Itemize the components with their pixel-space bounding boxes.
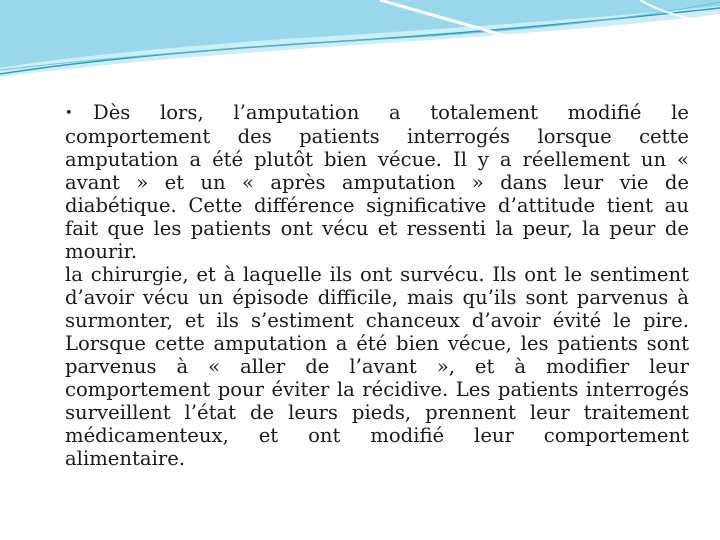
paragraph-2: la chirurgie, et à laquelle ils ont survécu. Ils ont le sentiment d’avoir vécu un épisode difficile, mais qu’ils sont parvenus à surmonter, et ils s’estiment chanceux d’avoir évité le pire. Lorsque cette amputation a été bien vécue, les patients sont parvenus à « aller de l’avant », et à modifier leur comportement pour éviter la récidive. Les patients interrogés surveillent l’état de leurs pieds, prennent leur traitement médicamenteux, et ont modifié leur comportement alimentaire. <box>65 263 689 470</box>
paragraph-1 <box>65 101 689 263</box>
body-text <box>65 101 689 470</box>
header-wave-decoration <box>0 0 720 90</box>
paragraph-1-text: Dès lors, l’amputation a totalement modifié le comportement des patients interrogés lorsque cette amputation a été plutôt bien vécue. Il y a réellement un « avant » et un « après amputation » dans leur vie de diabétique. Cette différence significative d’attitude tient au fait que les patients ont vécu et ressenti la peur, la peur de mourir. <box>65 101 689 263</box>
bullet-point: • <box>65 106 73 121</box>
